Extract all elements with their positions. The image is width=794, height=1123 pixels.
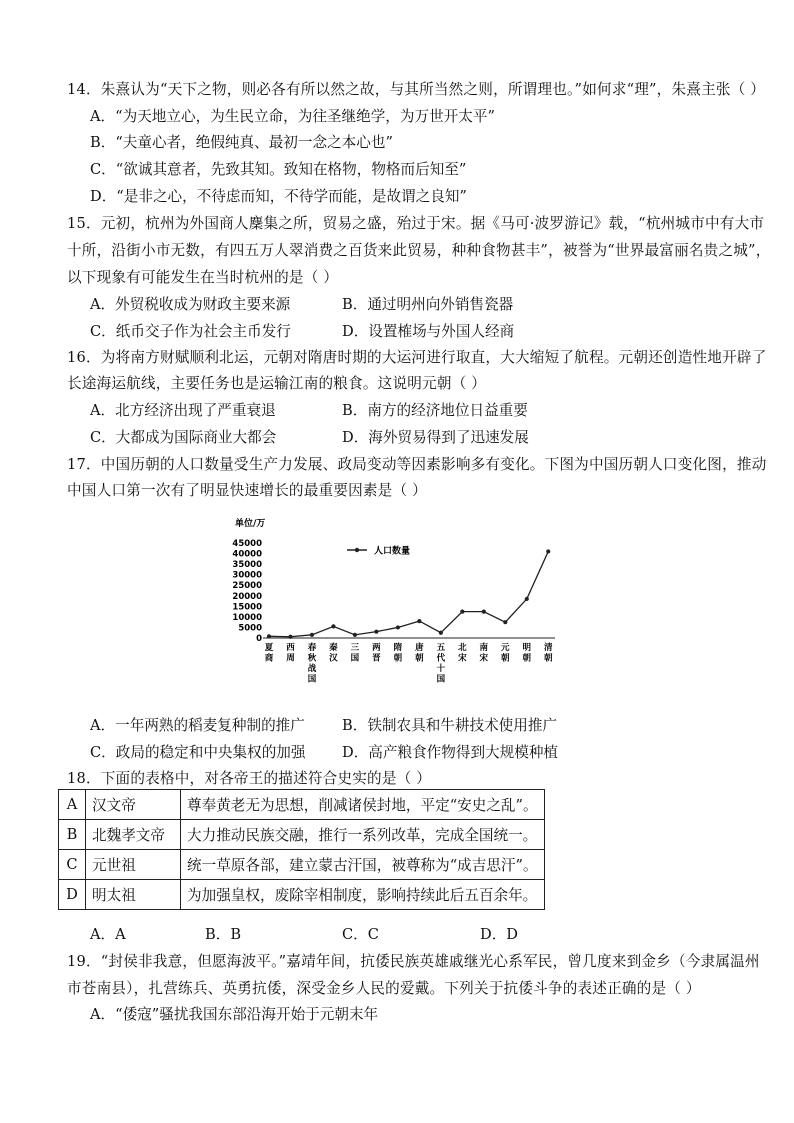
x-tick-label: 夏商 (264, 643, 274, 664)
data-point (396, 625, 400, 629)
y-tick-label: 45000 (232, 539, 262, 549)
data-point (331, 624, 335, 628)
q16-option-b: B．南方的经济地位日益重要 (342, 402, 528, 419)
data-point (439, 631, 443, 635)
legend-marker (355, 548, 359, 552)
x-tick-label: 秦汉 (329, 643, 338, 664)
chart-series-population (267, 549, 550, 638)
q14-option-b: B．“夫童心者，绝假纯真、最初一念之本心也” (90, 134, 393, 151)
data-point (353, 633, 357, 637)
row-description: 为加强皇权，废除宰相制度，影响持续此后五百余年。 (181, 880, 545, 910)
q14-option-d: D．“是非之心，不待虑而知，不待学而能，是故谓之良知” (90, 188, 467, 205)
data-point (310, 633, 314, 637)
data-point (267, 634, 271, 638)
q17-stem-line1: 17．中国历朝的人口数量受生产力发展、政局变动等因素影响多有变化。下图为中国历朝人口变化图，推动 (67, 456, 767, 473)
x-tick-label: 明朝 (522, 643, 532, 664)
x-tick-label: 元朝 (501, 643, 510, 664)
q15-stem-line2: 十所，沿街小市无数，有四五万人翠消费之百货来此贸易，种种食物甚丰”，被誉为“世界最富丽名贵之城”， (67, 242, 771, 259)
y-tick-label: 15000 (232, 602, 262, 613)
table-row (59, 850, 545, 880)
q17-option-a: A．一年两熟的稻麦复种制的推广 (90, 717, 305, 734)
row-emperor: 汉文帝 (86, 790, 181, 820)
y-tick-label: 30000 (232, 570, 262, 581)
data-point (503, 620, 507, 624)
q15-stem-line3: 以下现象有可能发生在当时杭州的是（ ） (67, 269, 339, 286)
q14-option-a: A．“为天地立心，为生民立命，为往圣继绝学，为万世开太平” (90, 108, 495, 125)
y-tick-label: 25000 (232, 581, 262, 592)
y-tick-label: 5000 (238, 623, 262, 634)
q16-option-c: C．大都成为国际商业大都会 (90, 429, 277, 446)
q19-stem-line1: 19．“封侯非我意，但愿海波平。”嘉靖年间，抗倭民族英雄戚继光心系军民，曾几度来到金乡（今隶属温州 (67, 953, 760, 970)
x-tick-label: 两晋 (372, 643, 381, 664)
table-row (59, 790, 545, 820)
population-line-chart (225, 513, 565, 693)
data-point (460, 610, 464, 614)
table-row (59, 820, 545, 850)
data-point (525, 597, 529, 601)
y-tick-label: 40000 (232, 549, 262, 560)
q16-option-a: A．北方经济出现了严重衰退 (90, 402, 276, 419)
q18-option-d: D．D (480, 926, 518, 943)
q18-option-a: A．A (90, 926, 126, 943)
x-tick-label: 西周 (286, 643, 295, 664)
y-tick-label: 20000 (232, 591, 262, 602)
x-tick-label: 南宋 (479, 643, 489, 664)
q19-stem-line2: 市苍南县），扎营练兵、英勇抗倭，深受金乡人民的爱戴。下列关于抗倭斗争的表述正确的是（ ） (67, 980, 701, 997)
data-point (546, 549, 550, 553)
row-key: A (59, 790, 86, 820)
q18-option-b: B．B (205, 926, 242, 943)
x-tick-label: 三国 (350, 643, 360, 664)
chart-legend (347, 545, 410, 557)
row-key: C (59, 850, 86, 880)
q15-stem-line1: 15．元初，杭州为外国商人麇集之所，贸易之盛，殆过于宋。据《马可·波罗游记》载，“杭州城市中有大市 (67, 215, 765, 232)
y-tick-label: 10000 (232, 612, 262, 623)
data-point (288, 635, 292, 639)
data-point (374, 630, 378, 634)
row-key: D (59, 880, 86, 910)
q16-option-d: D．海外贸易得到了迅速发展 (342, 429, 529, 446)
x-tick-label: 北宋 (458, 643, 467, 664)
q14-stem: 14．朱熹认为“天下之物，则必各有所以然之故，与其所当然之则，所谓理也。”如何求“理”，朱熹主张（ ） (67, 81, 766, 98)
data-point (417, 619, 421, 623)
x-tick-label: 春秋战国 (307, 643, 317, 685)
q18-stem: 18．下面的表格中，对各帝王的描述符合史实的是（ ） (67, 770, 432, 787)
q18-option-c: C．C (342, 926, 379, 943)
chart-y-unit-label: 单位/万 (235, 519, 266, 529)
chart-x-axis (263, 638, 555, 685)
emperor-table (58, 789, 545, 910)
q15-option-d: D．设置榷场与外国人经商 (342, 323, 515, 340)
q16-stem-line2: 长途海运航线，主要任务也是运输江南的粮食。这说明元朝（ ） (67, 375, 487, 392)
x-tick-label: 唐朝 (415, 643, 424, 664)
data-point (482, 610, 486, 614)
x-tick-label: 五代十国 (436, 643, 446, 685)
x-tick-label: 清朝 (544, 643, 553, 664)
q19-option-a: A．“倭寇”骚扰我国东部沿海开始于元朝末年 (90, 1006, 379, 1023)
row-emperor: 北魏孝文帝 (86, 820, 181, 850)
row-description: 统一草原各部，建立蒙古汗国，被尊称为“成吉思汗”。 (181, 850, 545, 880)
legend-label: 人口数量 (374, 546, 411, 557)
q16-stem-line1: 16．为将南方财赋顺利北运，元朝对隋唐时期的大运河进行取直，大大缩短了航程。元朝还创造性地开辟了 (67, 349, 767, 366)
y-tick-label: 0 (256, 634, 262, 644)
q17-option-d: D．高产粮食作物得到大规模种植 (342, 744, 559, 761)
row-emperor: 元世祖 (86, 850, 181, 880)
q17-option-c: C．政局的稳定和中央集权的加强 (90, 744, 306, 761)
q15-option-a: A．外贸税收成为财政主要来源 (90, 296, 291, 313)
table-row (59, 880, 545, 910)
q17-option-b: B．铁制农具和牛耕技术使用推广 (342, 717, 558, 734)
row-key: B (59, 820, 86, 850)
q17-stem-line2: 中国人口第一次有了明显快速增长的最重要因素是（ ） (67, 482, 427, 499)
q15-option-c: C．纸币交子作为社会主币发行 (90, 323, 291, 340)
y-tick-label: 35000 (232, 560, 262, 571)
row-description: 尊奉黄老无为思想，削减诸侯封地，平定“安史之乱”。 (181, 790, 545, 820)
row-description: 大力推动民族交融，推行一系列改革，完成全国统一。 (181, 820, 545, 850)
q14-option-c: C．“欲诚其意者，先致其知。致知在格物，物格而后知至” (90, 161, 467, 178)
q15-option-b: B．通过明州向外销售瓷器 (342, 296, 514, 313)
x-tick-label: 隋朝 (393, 643, 403, 664)
chart-y-axis (232, 539, 262, 644)
row-emperor: 明太祖 (86, 880, 181, 910)
